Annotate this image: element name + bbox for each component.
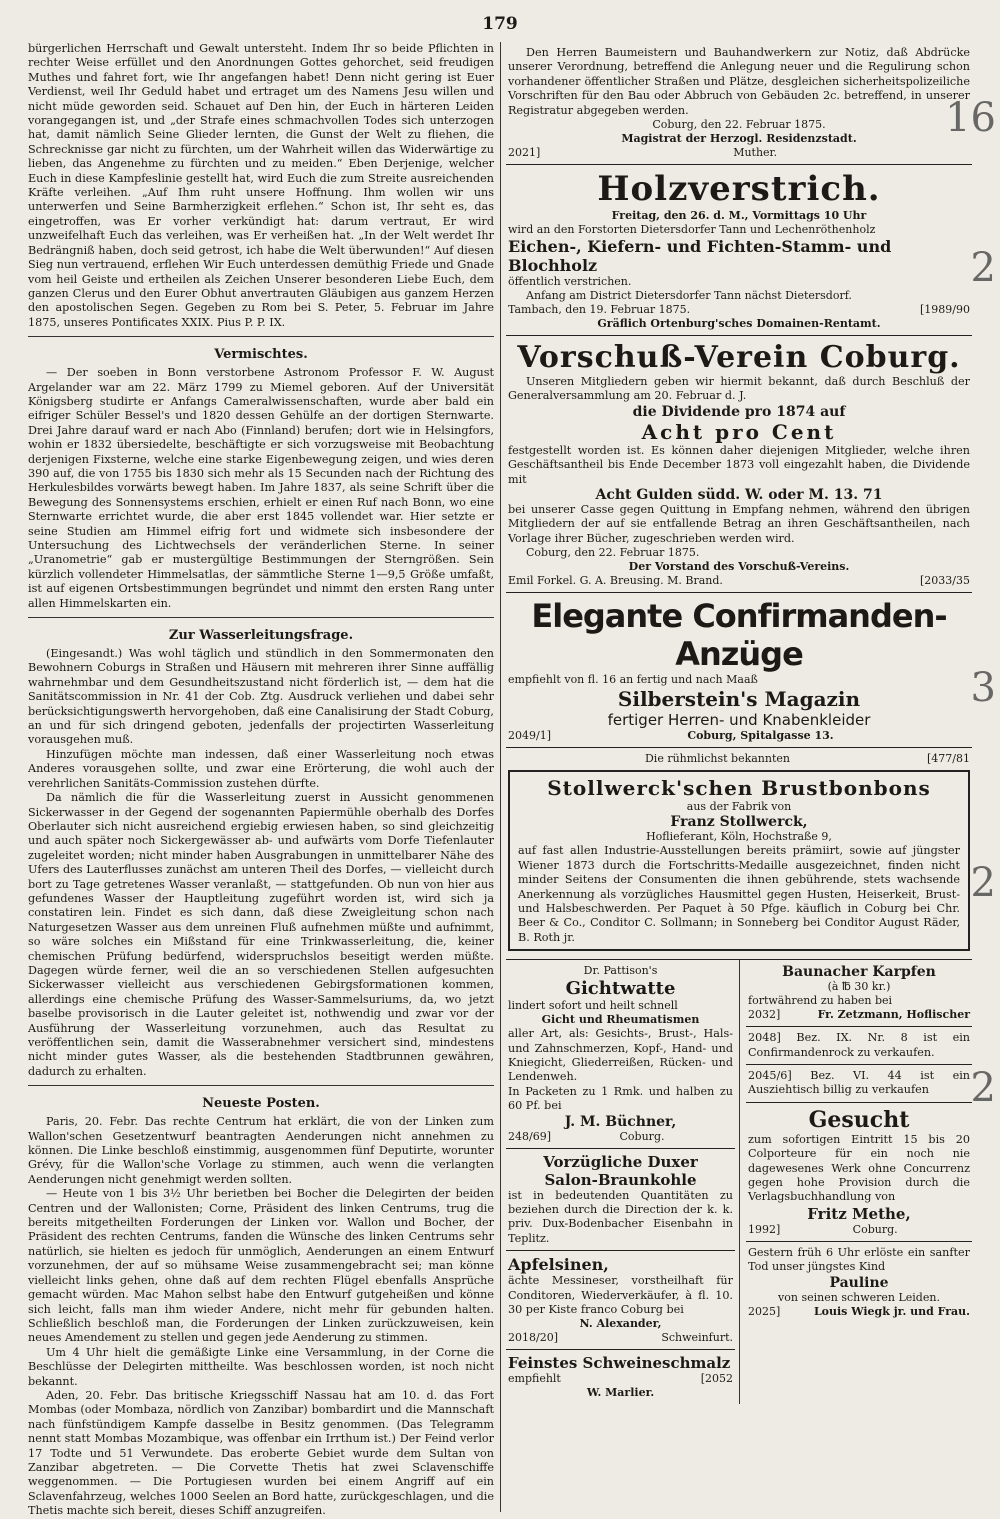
ad-bau-num: 2021] xyxy=(508,146,541,160)
page-number: 179 xyxy=(482,14,518,34)
handwritten-margin-note: 2 xyxy=(970,1065,996,1111)
ad-vorschuss-text3: bei unserer Casse gegen Quittung in Empfang nehmen, während den übrigen Mitgliedern der auf sie entfallende Betrag an ihren Geschäftsantheilen, nach Vorlage ihrer Bücher, zugeschrieben werden wird. xyxy=(508,503,970,545)
ad-pattison-seller: J. M. Büchner, xyxy=(564,1113,677,1130)
ad-pattison-text: lindert sofort und heilt schnell xyxy=(508,999,678,1013)
ad-vorschuss-num: [2033/35 xyxy=(920,574,970,588)
ad-apfel-city: Schweinfurt. xyxy=(661,1331,733,1345)
section-title-posten: Neueste Posten. xyxy=(202,1096,320,1112)
ad-braun-title1: Vorzügliche Duxer xyxy=(543,1152,698,1171)
ad-bau-text: Den Herren Baumeistern und Bauhandwerkern zur Notiz, daß Abdrücke unserer Verordnung, betreffend die Anlegung neuer und die Regulirung schon vorhandener öffentlicher Straßen und Plätze, desgleichen sicherheitspolizeiliche Vorschriften für den Bau oder Abbruch von Gebäuden 2c. betreffend, in unserer Registratur abgegeben werden. xyxy=(508,46,970,117)
ad-confirmandenrock xyxy=(746,1027,972,1065)
ad-holz-text: wird an den Forstorten Dietersdorfer Tann und Lechenröthenholz xyxy=(508,223,876,237)
small-ads-right xyxy=(739,960,972,1404)
ad-karpfen-num: 2032] xyxy=(748,1008,781,1022)
ad-vorschuss xyxy=(506,336,972,593)
ad-braun-title2: Salon-Braunkohle xyxy=(544,1170,697,1189)
ad-conf-text: empfiehlt von fl. 16 an fertig und nach Maaß xyxy=(508,673,758,687)
ad-stoll-num: [477/81 xyxy=(926,752,970,766)
ad-tod-num: 2025] xyxy=(748,1304,781,1318)
ad-vorschuss-title: Vorschuß-Verein Coburg. xyxy=(517,340,961,376)
ad-gesucht xyxy=(746,1103,972,1242)
ad-gesucht-text: zum sofortigen Eintritt 15 bis 20 Colporteure für ein noch nie dagewesenes Werk ohne Concurrenz gegen hohe Provision durch die Verlagsbuchhandlung von xyxy=(748,1132,970,1204)
handwritten-margin-note: 2 xyxy=(970,860,996,906)
ad-conf-title: Elegante Confirmanden-Anzüge xyxy=(531,597,947,674)
ad-braunkohle xyxy=(506,1149,735,1252)
ad-stoll-text: auf fast allen Industrie-Ausstellungen bereits prämiirt, sowie auf jüngster Wiener 1873 durch die Fortschritts-Medaille ausgezeichnet, finden nicht minder Seitens der Consumenten die ihnen gebührende, stets wachsende Anerkennung als vorzügliches Hausmittel gegen Husten, Heiserkeit, Brust- und Halsbeschwerden. Per Paquet à 50 Pfge. käuflich in Coburg bei Chr. Beer & Co., Conditor C. Sollmann; in Sonneberg bei Conditor August Räder, B. Roth jr. xyxy=(518,844,960,944)
ad-holz-text2: öffentlich verstrichen. xyxy=(508,275,632,289)
ad-stoll-title: Stollwerck'schen Brustbonbons xyxy=(547,776,931,801)
ad-stoll-box xyxy=(508,770,970,951)
handwritten-margin-note: 2 xyxy=(970,245,996,291)
ad-schmalz-num: [2052 xyxy=(700,1372,733,1386)
ad-karpfen-seller: Fr. Zetzmann, Hoflischer xyxy=(817,1008,970,1022)
ad-bau-date: Coburg, den 22. Februar 1875. xyxy=(652,118,826,132)
ad-holz-when: Freitag, den 26. d. M., Vormittags 10 Uhr xyxy=(611,209,867,223)
right-column xyxy=(506,42,972,1404)
ad-stollwerck xyxy=(506,748,972,960)
article-argelander: — Der soeben in Bonn verstorbene Astronom Professor F. W. August Argelander war am 22. März 1799 zu Miemel geboren. Auf der Universität Königsberg studirte er Anfangs Cameralwissenschaften, wurde aber bald ein eifriger Schüler Bessel's und 1820 dessen Gehülfe an der dortigen Sternwarte. Drei Jahre darauf ward er nach Abo (Finnland) berufen; dort wie in Helsingfors, wohin er 1832 übersiedelte, beschäftigte er sich vorzugsweise mit Beobachtung derjenigen Fixsterne, welche eine starke Eigenbewegung zeigen, und wies deren 390 auf, die von 1755 bis 1830 sich mehr als 15 Secunden nach der Richtung des Herkulesbildes vorwärts bewegt haben. Im Jahre 1837, als seine Schrift über die Bewegung des Sonnensystems erschien, erhielt er einen Ruf nach Bonn, wo eine Sternwarte errichtet wurde, die aber erst 1845 vollendet war. Hier setzte er seine Studien am Himmel eifrig fort und widmete sich insbesondere der Untersuchung des Lichtwechsels der veränderlichen Sterne. In seiner „Uranometrie“ gab er mustergültige Bestimmungen der Sterngrößen. Sein kürzlich vollendeter Himmelsatlas, der sämmtliche Sterne 1—9,5 Größe umfaßt, ist auf eigenen Ortsbestimmungen begründet und nimmt den ersten Rang unter allen Himmelskarten ein. xyxy=(28,366,494,610)
ad-vorschuss-date: Coburg, den 22. Februar 1875. xyxy=(526,546,700,560)
ad-bau-name: Muther. xyxy=(733,146,778,160)
column-rule xyxy=(500,42,501,1512)
ad-schmalz-title: Feinstes Schweineschmalz xyxy=(508,1354,731,1373)
ad-vorschuss-rate: Acht pro Cent xyxy=(641,419,837,444)
left-column xyxy=(28,42,494,1519)
ad-braun-text: ist in bedeutenden Quantitäten zu beziehen durch die Direction der k. k. priv. Dux-Bodenbacher Eisenbahn in Teplitz. xyxy=(508,1188,733,1245)
ad-apfel-seller: N. Alexander, xyxy=(579,1317,662,1331)
ad-conf-num: 2049/1] xyxy=(508,729,551,743)
ad-bau xyxy=(506,42,972,165)
ad-pattison xyxy=(506,960,735,1148)
ad-holz-sign: Gräflich Ortenburg'sches Domainen-Rentamt. xyxy=(597,317,881,331)
ad-pattison-title: Gichtwatte xyxy=(565,978,676,1000)
ad-conf2-text: 2048] Bez. IX. Nr. 8 ist ein Confirmandenrock zu verkaufen. xyxy=(748,1031,970,1059)
article-posten-p4: Aden, 20. Febr. Das britische Kriegsschiff Nassau hat am 10. d. das Fort Mombas (oder Mombaza, nördlich von Zanzibar) bombardirt und die Mannschaft nach fünfstündigem Kampfe dasselbe in Besitz genommen. (Das Telegramm nennt statt Mombas Mozambique, was offenbar ein Irrthum ist.) Der Feind verlor 17 Todte und 51 Verwundete. Das eroberte Gebiet wurde dem Sultan von Zanzibar abgetreten. — Die Corvette Thetis hat zwei Sclavenschiffe weggenommen. — Die Portugiesen wurden bei einem Angriff auf ein Sclavenfahrzeug, welches 1000 Seelen an Bord hatte, zurückgeschlagen, und die Thetis machte sich bereit, dieses Schiff anzugreifen. xyxy=(28,1388,494,1518)
ad-apfelsinen xyxy=(506,1251,735,1350)
ad-stoll-from: aus der Fabrik von xyxy=(686,800,792,814)
ad-schmalz xyxy=(506,1350,735,1404)
ad-gesucht-num: 1992] xyxy=(748,1222,781,1236)
divider xyxy=(28,336,494,337)
article-wasser-p1: (Eingesandt.) Was wohl täglich und stündlich in den Sommermonaten den Bewohnern Coburgs in Straßen und Häusern mit mehreren ihrer Sinne auffällig wahrnehmbar und dem Gesundheitszustand nicht förderlich ist, — dem hat die Sanitätscommission in Nr. 41 der Cob. Ztg. Ausdruck verliehen und dabei sehr berücksichtigungswerth hervorgehoben, daß eine Canalisirung der Stadt Coburg, an und für sich dringend geboten, jedenfalls der projectirten Wasserleitung vorausgehen muß. xyxy=(28,647,494,747)
ad-vorschuss-text2: festgestellt worden ist. Es können daher diejenigen Mitglieder, welche ihren Geschäftsantheil bis Ende December 1873 voll eingezahlt haben, die Dividende mit xyxy=(508,443,970,486)
ad-conf-addr: Coburg, Spitalgasse 13. xyxy=(687,729,834,743)
ad-holz-num: [1989/90 xyxy=(920,303,970,317)
handwritten-margin-note: 16 xyxy=(945,95,996,141)
ad-tisch-text: 2045/6] Bez. VI. 44 ist ein Ausziehtisch billig zu verkaufen xyxy=(748,1068,970,1097)
ad-tod-name: Pauline xyxy=(829,1274,889,1291)
ad-holz-text3: Anfang am District Dietersdorfer Tann nächst Dietersdorf. xyxy=(526,289,852,303)
article-posten-p1: Paris, 20. Febr. Das rechte Centrum hat erklärt, die von der Linken zum Wallon'schen Gesetzentwurf beantragten Aenderungen nicht annehmen zu können. Die Linke beschloß einstimmig, ausgenommen fünf Deputirte, worunter Grévy, für die Wallon'sche Vorlage zu stimmen, auch wenn die verlangten Aenderungen nicht genehmigt werden sollten. xyxy=(28,1115,494,1186)
article-wasser-p2: Hinzufügen möchte man indessen, daß einer Wasserleitung noch etwas Anderes vorausgehen sollte, und zwar eine Erörterung, die wohl auch der verehrlichen Sanitäts-Commission zustehen dürfte. xyxy=(28,747,494,790)
ad-conf-sub: fertiger Herren- und Knabenkleider xyxy=(607,711,871,730)
ad-vorschuss-sign: Der Vorstand des Vorschuß-Vereins. xyxy=(628,560,850,574)
section-title-wasser: Zur Wasserleitungsfrage. xyxy=(168,628,354,644)
divider xyxy=(28,1085,494,1086)
ad-karpfen xyxy=(746,960,972,1027)
ad-vorschuss-names: Emil Forkel. G. A. Breusing. M. Brand. xyxy=(508,574,723,588)
ad-ausziehtisch xyxy=(746,1065,972,1103)
ad-schmalz-text: empfiehlt xyxy=(508,1372,561,1386)
ad-holz-goods: Eichen-, Kiefern- und Fichten-Stamm- und Blochholz xyxy=(508,237,892,276)
ad-pattison-text3: In Packeten zu 1 Rmk. und halben zu 60 Pf. bei xyxy=(508,1084,733,1113)
ad-vorschuss-div: die Dividende pro 1874 auf xyxy=(632,403,846,420)
papal-letter-text: bürgerlichen Herrschaft und Gewalt untersteht. Indem Ihr so beide Pflichten in rechter Weise erfüllet und den Anordnungen Gottes gehorchet, seid freudigen Muthes und fahret fort, wie Ihr angefangen habet! Denn nicht gering ist Euer Verdienst, weil Ihr Geduld habet und ertraget um des Namens Jesu willen und nicht müde geworden seid. Schauet auf Den hin, der Euch in härteren Leiden vorangegangen ist, und „der Strafe eines schmachvollen Todes sich unterzogen hat, damit nämlich Seine Glieder lernten, die Gunst der Welt zu fliehen, die Schrecknisse gar nicht zu fürchten, um der Wahrheit willen das Widerwärtige zu lieben, das Angenehme zu fürchten und zu meiden.“ Eben Derjenige, welcher Euch in diese Kampfeslinie gestellt hat, wird Euch die zum Streite ausreichenden Kräfte verleihen. „Auf Ihm ruht unsere Hoffnung. Ihm wollen wir uns unterwerfen und Seine Barmherzigkeit erflehen.“ Schon ist, Ihr seht es, das eingetroffen, was Er vorher verkündigt hat: darum vertraut, Er wird unzweifelhaft Euch das verleihen, was Er verheißen hat. „In der Welt werdet Ihr Bedrängniß haben, doch seid getrost, ich habe die Welt überwunden!“ Auf diesen Sieg nun vertrauend, erflehen Wir Euch unterdessen demüthig Friede und Gnade vom heil Geiste und ertheilen als Zeichen Unserer besonderen Liebe Euch, dem ganzen Clerus und den Eurer Obhut anvertrauten Gläubigen aus ganzem Herzen den apostolischen Segen. Gegeben zu Rom bei S. Peter, 5. Februar im Jahre 1875, unseres Pontificates XXIX. Pius P. P. IX. xyxy=(28,42,494,329)
ad-stoll-name: Franz Stollwerck, xyxy=(670,814,808,831)
ad-gesucht-name: Fritz Methe, xyxy=(807,1204,911,1223)
ad-pattison-top: Dr. Pattison's xyxy=(583,964,658,978)
ad-tod-sign: Louis Wiegk jr. und Frau. xyxy=(813,1304,970,1318)
article-posten-p3: Um 4 Uhr hielt die gemäßigte Linke eine Versammlung, in der Corne die Beschlüsse der Delegirten mittheilte. Was beschlossen worden, ist noch nicht bekannt. xyxy=(28,1345,494,1388)
ad-stoll-top: Die rühmlichst bekannten xyxy=(644,752,790,766)
article-wasser-p3: Da nämlich die für die Wasserleitung zuerst in Aussicht genommenen Sickerwasser in der Gegend der sogenannten Papiermühle oberhalb des Dorfes Oberlauter sich nicht ausreichend ergiebig erwiesen haben, so sind gleichzeitig und auch später noch Sickergewässer ab- und aufwärts vom Dorfe Tiefenlauter zugeleitet worden; nicht minder haben Ausgrabungen in unmittelbarer Nähe des Ufers des Lauterflusses zunächst am unteren Theil des Dorfes, — vielleicht durch bort zu Tage getretenes Wasser veranlaßt, — stattgefunden. Ob nun von hier aus gefundenes Wasser der Hauptleitung zugeführt worden ist, wird sich ja constatiren lein. Findet es sich dann, daß diese Zweigleitung schon nach Naturgesetzen Wasser aus dem unreinen Fluß aufnehmen müßte und aufnimmt, so wäre solches ein Mißstand für eine Trinkwasserleitung, die, keiner chemischen Prüfung bedürfend, widerspruchslos beseitigt werden müßte. Dagegen würde ferner, weil die an so verschiedenen Stellen aufgesuchten Sickerwasser vielleicht aus verschiedenen Gebirgsformationen kommen, allerdings eine chemische Prüfung des Wasser-Sammelsuriums, da, wo jetzt baselbe provisorisch in die Lauter geleitet ist, nothwendig und zwar vor der Ausführung der Wasserleitung vorzunehmen, auch das Resultat zu veröffentlichen sein, damit die Wasserabnehmer versichert sind, mindestens nicht minder gutes Wasser, als die bestehenden Stadtbrunnen gewähren, dadurch zu erhalten. xyxy=(28,791,494,1078)
handwritten-margin-note: 3 xyxy=(970,665,996,711)
section-title-vermischtes: Vermischtes. xyxy=(214,347,308,363)
ad-holz-date: Tambach, den 19. Februar 1875. xyxy=(508,303,691,317)
ad-apfel-title: Apfelsinen, xyxy=(508,1255,609,1275)
ad-holz xyxy=(506,165,972,336)
ad-tod-text: Gestern früh 6 Uhr erlöste ein sanfter Tod unser jüngstes Kind xyxy=(748,1245,970,1274)
article-posten-p2: — Heute von 1 bis 3½ Uhr berietben bei Bocher die Delegirten der beiden Centren und der Wallonisten; Corne, Präsident des linken Centrums, trug die bereits mitgetheilten Forderungen der Linken vor. Wallon und Bocher, der Präsident des rechten Centrums, fanden die Wünsche des linken Centrums sehr natürlich, sie hielten es jedoch für unmöglich, Aenderungen an einem Entwurf vorzunehmen, der auf so mühsame Weise zusammengebracht sei; man könne vielleicht links gehen, ohne daß auf dem rechten Flügel ebenfalls Ansprüche gemacht würden. Mac Mahon selbst habe den Entwurf gutgeheißen und könne sich leicht, falls man ihm wieder Andere, nicht mehr für gebunden halten. Schließlich beschloß man, die Forderungen der Linken zurückzuweisen, kein neues Amendement zu stellen und gegen jede Aenderung zu stimmen. xyxy=(28,1187,494,1345)
divider xyxy=(28,617,494,618)
ad-pattison-num: 248/69] xyxy=(508,1129,551,1143)
ad-schmalz-seller: W. Marlier. xyxy=(586,1386,655,1400)
ad-karpfen-text: fortwährend zu haben bei xyxy=(748,994,893,1008)
ad-conf-shop: Silberstein's Magazin xyxy=(617,687,861,712)
ad-todesanzeige xyxy=(746,1242,972,1323)
ad-apfel-text: ächte Messineser, vorstheilhaft für Conditoren, Wiederverkäufer, à fl. 10. 30 per Kiste franco Coburg bei xyxy=(508,1274,733,1316)
ad-pattison-city: Coburg. xyxy=(619,1129,665,1143)
ad-vorschuss-amount: Acht Gulden südd. W. oder M. 13. 71 xyxy=(595,487,883,504)
ad-stoll-addr: Hoflieferant, Köln, Hochstraße 9, xyxy=(646,830,832,844)
ad-holz-title: Holzverstrich. xyxy=(597,169,881,210)
ad-vorschuss-text: Unseren Mitgliedern geben wir hiermit bekannt, daß durch Beschluß der Generalversammlung am 20. Februar d. J. xyxy=(508,375,970,403)
ad-karpfen-price: (à ℔ 30 kr.) xyxy=(827,980,891,994)
ad-gesucht-title: Gesucht xyxy=(808,1106,910,1133)
ad-bau-sign: Magistrat der Herzogl. Residenzstadt. xyxy=(621,132,857,146)
small-ads-left xyxy=(506,960,739,1404)
ad-apfel-num: 2018/20] xyxy=(508,1331,558,1345)
ad-pattison-text2: aller Art, als: Gesichts-, Brust-, Hals- und Zahnschmerzen, Kopf-, Hand- und Kniegicht, Gliederreißen, Rücken- und Lendenweh. xyxy=(508,1027,733,1084)
ad-tod-text2: von seinen schweren Leiden. xyxy=(778,1290,940,1304)
ad-gesucht-city: Coburg. xyxy=(852,1222,898,1236)
ad-karpfen-title: Baunacher Karpfen xyxy=(782,964,936,981)
ad-confirmanden xyxy=(506,593,972,748)
small-ads-grid xyxy=(506,960,972,1404)
ad-pattison-sub: Gicht und Rheumatismen xyxy=(541,1013,700,1027)
